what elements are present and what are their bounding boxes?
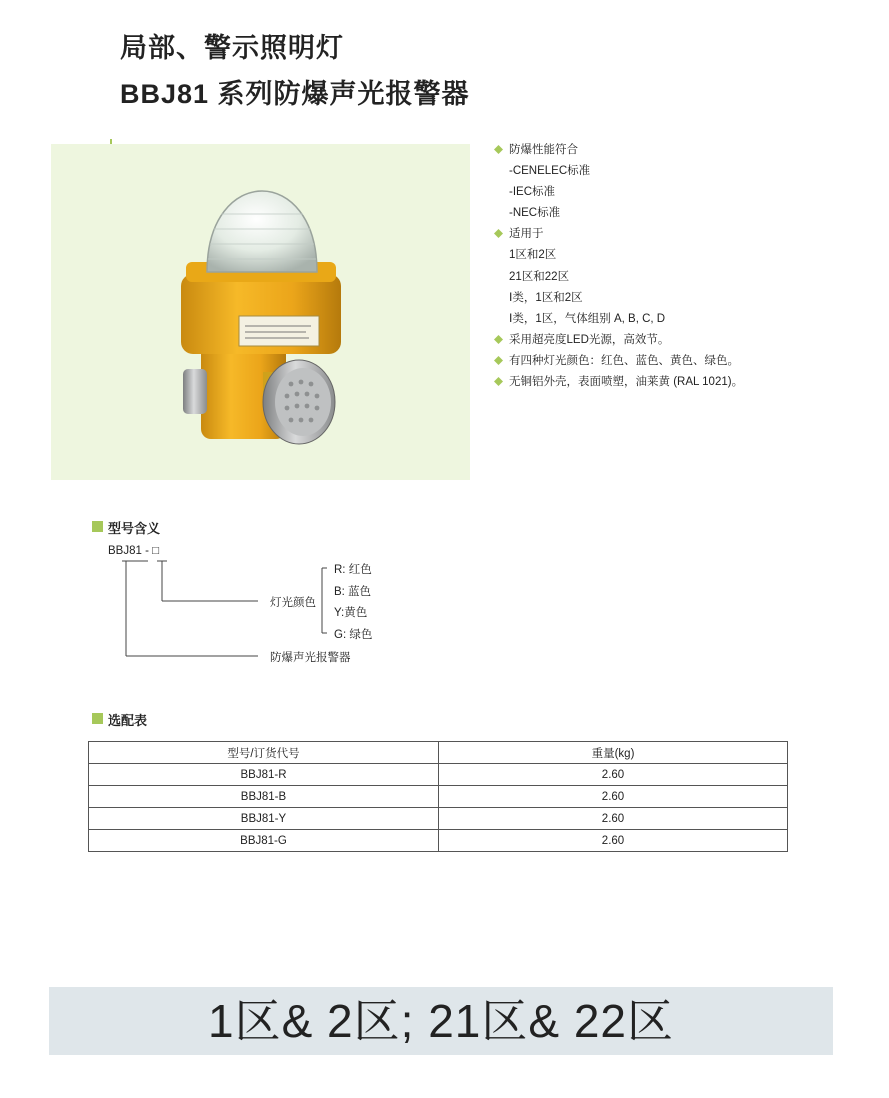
selection-heading: 选配表 bbox=[108, 713, 148, 728]
column-header: 型号/订货代号 bbox=[89, 742, 439, 764]
feature-row bbox=[494, 372, 874, 393]
weight-cell: 2.60 bbox=[439, 764, 788, 786]
weight-cell: 2.60 bbox=[439, 786, 788, 808]
page-subtitle: BBJ81 系列防爆声光报警器 bbox=[120, 79, 470, 109]
feature-subtext: 1区和2区 bbox=[509, 249, 557, 262]
section-marker bbox=[92, 713, 103, 724]
feature-row bbox=[494, 140, 874, 161]
color-option: G: 绿色 bbox=[334, 629, 373, 641]
feature-row bbox=[494, 288, 874, 309]
feature-row bbox=[494, 351, 874, 372]
feature-row bbox=[494, 267, 874, 288]
model-cell: BBJ81-R bbox=[89, 764, 439, 786]
diamond-bullet-icon bbox=[494, 335, 503, 344]
feature-text: 有四种灯光颜色：红色、蓝色、黄色、绿色。 bbox=[509, 354, 739, 367]
feature-subtext: 21区和22区 bbox=[509, 270, 570, 283]
model-meaning-heading: 型号含义 bbox=[108, 521, 161, 536]
table-header-row bbox=[89, 742, 788, 764]
model-code: BBJ81 - □ bbox=[108, 545, 160, 557]
color-option: B: 蓝色 bbox=[334, 586, 372, 598]
table-row bbox=[89, 764, 788, 786]
diamond-bullet-icon bbox=[494, 377, 503, 386]
feature-row bbox=[494, 245, 874, 266]
selection-table bbox=[88, 741, 788, 852]
feature-subtext: Ⅰ类，1区，气体组别 A, B, C, D bbox=[509, 312, 666, 325]
feature-subtext: Ⅰ类，1区和2区 bbox=[509, 291, 583, 304]
table-row bbox=[89, 808, 788, 830]
weight-cell: 2.60 bbox=[439, 808, 788, 830]
color-option: Y:黄色 bbox=[334, 607, 368, 619]
feature-text: 防爆性能符合 bbox=[509, 144, 578, 156]
color-option: R: 红色 bbox=[334, 564, 372, 576]
feature-row bbox=[494, 203, 874, 224]
table-row bbox=[89, 786, 788, 808]
column-header: 重量(kg) bbox=[439, 742, 788, 764]
product-photo bbox=[51, 144, 470, 480]
diamond-bullet-icon bbox=[494, 356, 503, 365]
feature-text: 无铜铝外壳，表面喷塑，油莱黄 (RAL 1021)。 bbox=[509, 376, 744, 389]
feature-text: 采用超亮度LED光源，高效节。 bbox=[509, 333, 670, 346]
diamond-bullet-icon bbox=[494, 229, 503, 238]
color-label: 灯光颜色 bbox=[270, 597, 316, 609]
feature-row bbox=[494, 182, 874, 203]
feature-subtext: -CENELEC标准 bbox=[509, 165, 591, 178]
zone-footer-banner bbox=[49, 987, 833, 1055]
page-title: 局部、警示照明灯 bbox=[120, 33, 344, 63]
feature-subtext: -IEC标准 bbox=[509, 186, 555, 199]
table-row bbox=[89, 830, 788, 852]
product-label: 防爆声光报警器 bbox=[270, 652, 351, 664]
model-cell: BBJ81-B bbox=[89, 786, 439, 808]
feature-row bbox=[494, 330, 874, 351]
feature-row bbox=[494, 224, 874, 245]
model-cell: BBJ81-Y bbox=[89, 808, 439, 830]
feature-text: 适用于 bbox=[509, 228, 544, 241]
feature-subtext: -NEC标准 bbox=[509, 207, 561, 220]
diagram-lines bbox=[108, 545, 428, 675]
feature-row bbox=[494, 309, 874, 330]
explosion-proof-alarm-lamp-icon bbox=[51, 144, 470, 480]
model-code-diagram bbox=[108, 545, 428, 675]
feature-row bbox=[494, 161, 874, 182]
weight-cell: 2.60 bbox=[439, 830, 788, 852]
feature-list bbox=[494, 140, 874, 393]
section-marker bbox=[92, 521, 103, 532]
model-cell: BBJ81-G bbox=[89, 830, 439, 852]
diamond-bullet-icon bbox=[494, 145, 503, 154]
zone-footer-text: 1区& 2区; 21区& 22区 bbox=[208, 995, 674, 1047]
